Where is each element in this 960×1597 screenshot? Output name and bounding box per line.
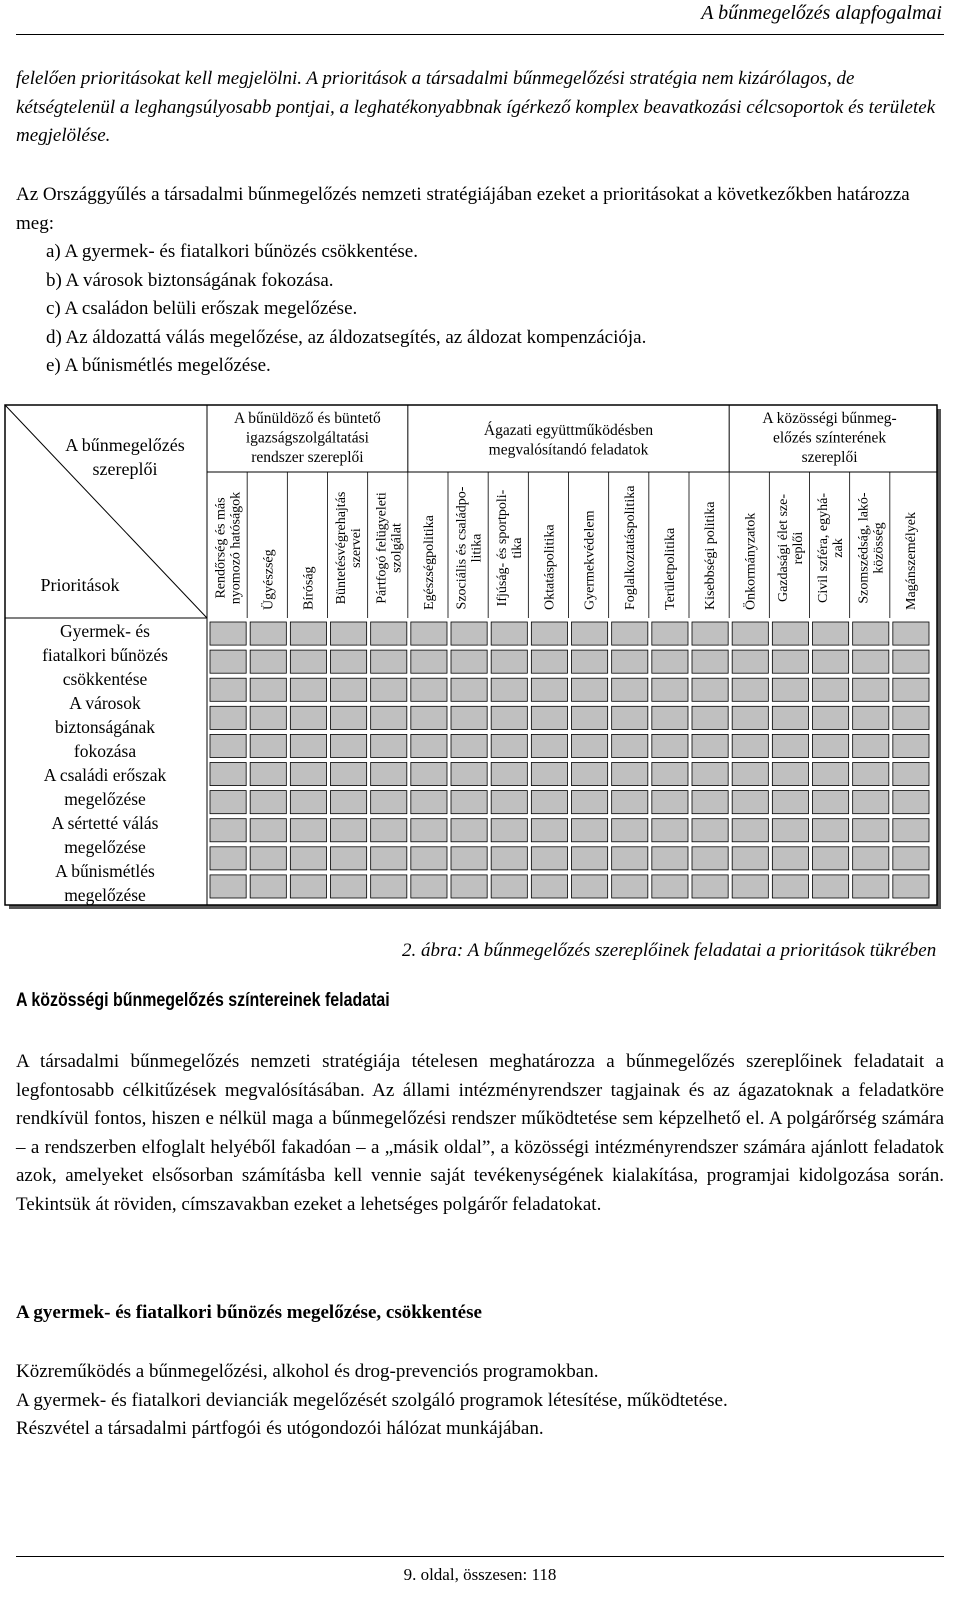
column-header-label: Oktatáspolitika	[542, 524, 558, 610]
matrix-cell	[652, 847, 688, 870]
matrix-cell	[772, 734, 808, 757]
matrix-cell	[491, 734, 527, 757]
matrix-cell	[531, 734, 567, 757]
matrix-cell	[451, 622, 487, 645]
matrix-cell	[451, 791, 487, 814]
matrix-cell	[411, 650, 447, 673]
matrix-cell	[813, 791, 849, 814]
matrix-cell	[210, 763, 246, 786]
matrix-cell	[732, 734, 768, 757]
matrix-cell	[451, 819, 487, 842]
matrix-cell	[290, 791, 326, 814]
column-header-label: Gyermekvédelem	[582, 510, 598, 610]
matrix-cell	[210, 734, 246, 757]
matrix-cell	[572, 622, 608, 645]
matrix-cell	[813, 847, 849, 870]
section-heading: A közösségi bűnmegelőzés színtereinek feladatai	[16, 990, 390, 1011]
column-header-label: közösség	[871, 522, 887, 574]
row-label: A sértetté válás	[51, 813, 159, 833]
priority-list-item: a) A gyermek- és fiatalkori bűnözés csökkentése.	[46, 241, 418, 262]
column-header	[663, 527, 678, 610]
matrix-cell	[772, 650, 808, 673]
matrix-cell	[853, 763, 889, 786]
matrix-cell	[250, 706, 286, 729]
group-header-label: szereplői	[801, 449, 858, 466]
matrix-cell	[652, 650, 688, 673]
row-label: megelőzése	[64, 885, 146, 905]
matrix-cell	[853, 734, 889, 757]
matrix-cell	[531, 875, 567, 898]
matrix-cell	[491, 763, 527, 786]
matrix-cell	[572, 875, 608, 898]
column-header	[904, 512, 919, 610]
subsection-lines	[16, 1358, 944, 1444]
row-label: A városok	[69, 693, 141, 713]
matrix-cell	[612, 875, 648, 898]
matrix-cell	[411, 819, 447, 842]
row-label: biztonságának	[54, 717, 156, 737]
matrix-cell	[371, 875, 407, 898]
matrix-cell	[331, 678, 367, 701]
matrix-cell	[692, 734, 728, 757]
matrix-cell	[893, 678, 929, 701]
matrix-cell	[732, 819, 768, 842]
matrix-cell	[531, 650, 567, 673]
matrix-cell	[853, 650, 889, 673]
page-footer: 9. oldal, összesen: 118	[403, 1565, 557, 1584]
matrix-cell	[652, 706, 688, 729]
matrix-cell	[772, 819, 808, 842]
matrix-cell	[371, 819, 407, 842]
matrix-cell	[652, 678, 688, 701]
column-header-label: Területpolitika	[662, 527, 678, 610]
matrix-cell	[652, 875, 688, 898]
matrix-cell	[331, 847, 367, 870]
matrix-cell	[290, 875, 326, 898]
matrix-cell	[813, 734, 849, 757]
matrix-cell	[451, 875, 487, 898]
matrix-cell	[612, 650, 648, 673]
matrix-cell	[210, 791, 246, 814]
matrix-cell	[531, 847, 567, 870]
matrix-cell	[732, 706, 768, 729]
column-header-label: Gazdasági élet sze-	[775, 493, 791, 603]
matrix-cell	[732, 791, 768, 814]
matrix-cell	[572, 734, 608, 757]
matrix-cell	[411, 678, 447, 701]
row-label: A családi erőszak	[43, 765, 167, 785]
matrix-cell	[491, 706, 527, 729]
matrix-cell	[772, 622, 808, 645]
matrix-cell	[813, 819, 849, 842]
matrix-cell	[853, 791, 889, 814]
matrix-cell	[331, 819, 367, 842]
matrix-cell	[772, 791, 808, 814]
matrix-cell	[250, 763, 286, 786]
column-header	[422, 514, 437, 610]
parliament-paragraph: Az Országgyűlés a társadalmi bűnmegelőzés nemzeti stratégiájában ezeket a prioritásokat a következőkben határozza meg:	[16, 184, 910, 234]
matrix-cell	[813, 763, 849, 786]
column-header-label: replői	[790, 531, 806, 565]
column-header-label: Rendőrség és más	[213, 497, 229, 599]
column-header-label: Kisebbségi politika	[703, 501, 719, 610]
column-header-label: Foglalkoztatáspolitika	[622, 485, 638, 610]
row-label: A bűnismétlés	[55, 861, 155, 881]
group-header-label: megvalósítandó feladatok	[488, 441, 649, 459]
matrix-cell	[371, 763, 407, 786]
matrix-cell	[612, 819, 648, 842]
matrix-cell	[893, 791, 929, 814]
matrix-cell	[732, 622, 768, 645]
matrix-cell	[612, 734, 648, 757]
column-header	[542, 524, 557, 610]
matrix-cell	[853, 678, 889, 701]
column-header-label: Civil szféra, egyhá-	[816, 492, 832, 604]
matrix-cell	[612, 678, 648, 701]
priority-list-item: c) A családon belüli erőszak megelőzése.	[46, 298, 358, 319]
matrix-cell	[210, 622, 246, 645]
matrix-cell	[772, 706, 808, 729]
subsection-line: Részvétel a társadalmi pártfogói és utógondozói hálózat munkájában.	[16, 1418, 544, 1439]
matrix-cell	[210, 819, 246, 842]
column-header-label: Ügyészség	[261, 549, 277, 610]
corner-top-label: A bűnmegelőzés	[65, 435, 185, 455]
matrix-cell	[813, 678, 849, 701]
column-header-label: Bíróság	[301, 566, 317, 610]
row-label: Gyermek- és	[60, 621, 150, 641]
matrix-cell	[210, 650, 246, 673]
matrix-cell	[290, 622, 326, 645]
matrix-cell	[451, 678, 487, 701]
column-header-label: tika	[509, 537, 525, 559]
matrix-cell	[411, 763, 447, 786]
matrix-cell	[572, 650, 608, 673]
intro-text: felelően prioritásokat kell megjelölni. A prioritások a társadalmi bűnmegelőzési stratégia nem kizárólagos, de kétségtelenül a leghangsúlyosabb pontjai, a leghatékonyabbnak ígérkező komplex beavatkozási célcsoportok és területek megjelölése.	[16, 68, 936, 146]
matrix-cell	[331, 875, 367, 898]
matrix-cell	[250, 678, 286, 701]
matrix-cell	[290, 763, 326, 786]
group-header-label: rendszer szereplői	[251, 449, 364, 466]
matrix-cell	[451, 763, 487, 786]
matrix-cell	[853, 622, 889, 645]
matrix-cell	[692, 875, 728, 898]
matrix-cell	[612, 847, 648, 870]
matrix-cell	[813, 706, 849, 729]
matrix-cell	[692, 791, 728, 814]
matrix-cell	[491, 875, 527, 898]
matrix-cell	[451, 650, 487, 673]
matrix-cell	[411, 622, 447, 645]
row-label: megelőzése	[64, 789, 146, 809]
matrix-cell	[331, 706, 367, 729]
matrix-cell	[371, 650, 407, 673]
matrix-cell	[491, 847, 527, 870]
matrix-cell	[893, 847, 929, 870]
matrix-cell	[732, 875, 768, 898]
column-header-label: szervei	[349, 528, 365, 568]
matrix-cell	[732, 678, 768, 701]
corner-top-label: szereplői	[92, 459, 158, 479]
corner-bottom-label: Prioritások	[40, 575, 120, 595]
matrix-cell	[210, 847, 246, 870]
matrix-cell	[692, 650, 728, 673]
matrix-cell	[250, 734, 286, 757]
matrix-cell	[652, 734, 688, 757]
matrix-cell	[732, 650, 768, 673]
matrix-cell	[652, 763, 688, 786]
matrix-cell	[732, 847, 768, 870]
matrix-cell	[491, 819, 527, 842]
matrix-cell	[371, 678, 407, 701]
matrix-cell	[893, 734, 929, 757]
column-header-label: litika	[469, 533, 485, 563]
matrix-cell	[250, 847, 286, 870]
matrix-cell	[451, 706, 487, 729]
matrix-cell	[210, 678, 246, 701]
matrix-cell	[813, 622, 849, 645]
matrix-cell	[572, 763, 608, 786]
column-header	[301, 566, 316, 610]
matrix-cell	[250, 622, 286, 645]
matrix-cell	[893, 763, 929, 786]
column-header-label: Pártfogó felügyeleti	[374, 492, 390, 604]
matrix-cell	[813, 650, 849, 673]
row-label: fiatalkori bűnözés	[42, 645, 168, 665]
subsection-line: A gyermek- és fiatalkori devianciák megelőzését szolgáló programok létesítése, működtetése.	[16, 1389, 728, 1411]
matrix-cell	[371, 734, 407, 757]
matrix-cell	[893, 875, 929, 898]
matrix-cell	[772, 875, 808, 898]
matrix-cell	[290, 819, 326, 842]
matrix-cell	[411, 847, 447, 870]
matrix-cell	[331, 622, 367, 645]
matrix-cell	[451, 734, 487, 757]
matrix-cell	[411, 734, 447, 757]
matrix-cell	[250, 650, 286, 673]
column-header-label: Büntetésvégrehajtás	[334, 491, 350, 605]
matrix-cell	[772, 763, 808, 786]
matrix-cell	[772, 678, 808, 701]
subsection-line: Közreműködés a bűnmegelőzési, alkohol és drog-prevenciós programokban.	[16, 1361, 599, 1382]
matrix-cell	[531, 622, 567, 645]
matrix-cell	[692, 678, 728, 701]
matrix-cell	[411, 791, 447, 814]
matrix-cell	[371, 706, 407, 729]
priority-list-item: b) A városok biztonságának fokozása.	[46, 269, 334, 291]
group-header-label: Ágazati együttműködésben	[483, 422, 654, 439]
column-header-label: Önkormányzatok	[743, 512, 759, 610]
matrix-cell	[652, 791, 688, 814]
row-label: fokozása	[73, 741, 137, 761]
matrix-cell	[652, 622, 688, 645]
matrix-cell	[250, 819, 286, 842]
matrix-cell	[652, 819, 688, 842]
matrix-cell	[531, 763, 567, 786]
matrix-cell	[331, 650, 367, 673]
matrix-cell	[572, 847, 608, 870]
matrix-cell	[331, 791, 367, 814]
matrix-cell	[371, 622, 407, 645]
priority-list-item: d) Az áldozattá válás megelőzése, az áldozatsegítés, az áldozat kompenzációja.	[46, 326, 647, 348]
matrix-cell	[572, 706, 608, 729]
column-header-label: Ifjúság- és sportpoli-	[494, 489, 510, 607]
matrix-cell	[491, 650, 527, 673]
matrix-cell	[290, 706, 326, 729]
matrix-cell	[692, 847, 728, 870]
matrix-cell	[210, 875, 246, 898]
group-header-label: A bűnüldöző és büntető	[234, 410, 381, 427]
figure-caption: 2. ábra: A bűnmegelőzés szereplőinek feladatai a prioritások tükrében	[402, 940, 937, 961]
column-header-label: Szomszédság, lakó-	[856, 492, 872, 604]
column-header	[583, 510, 598, 610]
matrix-cell	[531, 819, 567, 842]
column-header-label: zak	[831, 538, 847, 558]
matrix-cell	[491, 791, 527, 814]
matrix-cell	[893, 650, 929, 673]
matrix-cell	[331, 734, 367, 757]
matrix-cell	[290, 847, 326, 870]
matrix-cell	[572, 791, 608, 814]
matrix-cell	[692, 622, 728, 645]
column-header-label: Szociális és családpo-	[454, 486, 470, 610]
running-header: A bűnmegelőzés alapfogalmai	[701, 2, 942, 24]
matrix-cell	[371, 791, 407, 814]
matrix-cell	[290, 734, 326, 757]
matrix-cell	[772, 847, 808, 870]
subsection-heading: A gyermek- és fiatalkori bűnözés megelőzése, csökkentése	[16, 1302, 482, 1323]
group-header-label: A közösségi bűnmeg-	[762, 410, 897, 427]
column-header	[259, 549, 276, 610]
matrix-cell	[612, 622, 648, 645]
matrix-cell	[732, 763, 768, 786]
column-header	[703, 501, 718, 610]
matrix-cell	[853, 847, 889, 870]
matrix-cell	[572, 819, 608, 842]
section-paragraph: A társadalmi bűnmegelőzés nemzeti stratégiája tételesen meghatározza a bűnmegelőzés szereplőinek feladatait a legfontosabb célkitűzések megvalósításában. Az állami intézményrendszer tagjainak és az ágazatoknak a feladatköre rendkívül fontos, hiszen e nélkül maga a bűnmegelőzési rendszer működtetése sem képzelhető el. A polgárőrség számára – a rendszerben elfoglalt helyéből fakadóan – a „másik oldal”, a közösségi intézményrendszer számára ajánlott feladatok azok, amelyeket elsősorban számításba kell vennie saját tevékenységének kialakítása, programjai kidolgozása során. Tekintsük át röviden, címszavakban ezeket a lehetséges polgárőr feladatokat.	[16, 1051, 944, 1215]
column-header	[623, 485, 638, 610]
footer-rule	[16, 1556, 944, 1557]
group-header-label: igazságszolgáltatási	[245, 429, 369, 447]
matrix-cell	[893, 706, 929, 729]
matrix-cell	[853, 819, 889, 842]
column-header-label: Egészségpolitika	[421, 515, 437, 610]
matrix-cell	[210, 706, 246, 729]
matrix-cell	[572, 678, 608, 701]
matrix-cell	[290, 650, 326, 673]
matrix-cell	[531, 678, 567, 701]
row-label: csökkentése	[62, 669, 148, 689]
matrix-cell	[331, 763, 367, 786]
matrix-cell	[692, 706, 728, 729]
matrix-cell	[290, 678, 326, 701]
matrix-cell	[250, 791, 286, 814]
matrix-cell	[612, 763, 648, 786]
group-header-label: előzés színterének	[772, 429, 887, 447]
column-header	[214, 492, 244, 604]
matrix-cell	[451, 847, 487, 870]
matrix-cell	[491, 678, 527, 701]
matrix-cell	[491, 622, 527, 645]
matrix-cell	[853, 706, 889, 729]
matrix-cell	[692, 763, 728, 786]
matrix-cell	[411, 875, 447, 898]
matrix-cell	[692, 819, 728, 842]
matrix-cell	[813, 875, 849, 898]
matrix-cell	[411, 706, 447, 729]
matrix-cell	[853, 875, 889, 898]
priority-list-item: e) A bűnismétlés megelőzése.	[46, 355, 271, 376]
matrix-cell	[893, 622, 929, 645]
matrix-cell	[612, 791, 648, 814]
column-header-label: szolgálat	[389, 523, 405, 573]
matrix-cell	[612, 706, 648, 729]
matrix-cell	[371, 847, 407, 870]
column-header	[741, 513, 758, 610]
matrix-cell	[250, 875, 286, 898]
column-header-label: Magánszemélyek	[903, 512, 919, 610]
matrix-cell	[531, 791, 567, 814]
row-label: megelőzése	[64, 837, 146, 857]
matrix-cell	[531, 706, 567, 729]
column-header-label: nyomozó hatóságok	[228, 491, 244, 605]
matrix-cell	[893, 819, 929, 842]
